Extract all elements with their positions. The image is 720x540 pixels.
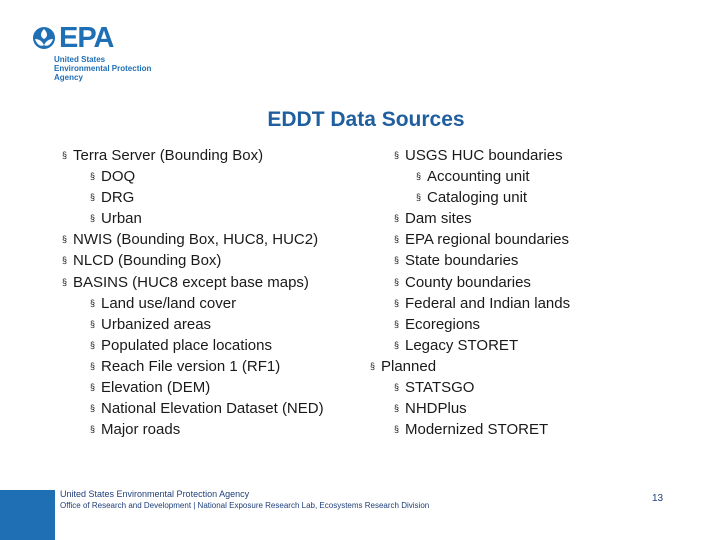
bullet-icon: § <box>394 150 400 160</box>
bullet-item <box>62 272 324 293</box>
bullet-text: Accounting unit <box>427 168 530 186</box>
bullet-item <box>370 166 570 187</box>
bullet-icon: § <box>90 318 96 329</box>
bullet-item <box>62 398 324 419</box>
bullet-item <box>370 293 570 314</box>
bullet-item <box>62 419 324 440</box>
logo-line-1: United States <box>54 55 106 64</box>
epa-logo <box>32 22 172 82</box>
bullet-text: Modernized STORET <box>405 421 549 439</box>
bullet-text: Elevation (DEM) <box>101 379 211 397</box>
bullet-item <box>370 356 570 377</box>
bullet-item <box>62 335 324 356</box>
bullet-text: Dam sites <box>405 210 472 228</box>
bullet-icon: § <box>90 297 96 308</box>
bullet-text: Reach File version 1 (RF1) <box>101 357 281 375</box>
bullet-item <box>62 356 324 377</box>
logo-agency-name <box>54 55 151 82</box>
bullet-text: Cataloging unit <box>427 189 528 207</box>
slide-title: EDDT Data Sources <box>267 108 465 131</box>
bullet-item <box>370 398 570 419</box>
bullet-icon: § <box>416 171 422 182</box>
bullet-text: EPA regional boundaries <box>405 231 570 249</box>
bullet-icon: § <box>394 382 400 393</box>
bullet-icon: § <box>62 255 68 266</box>
bullet-text: DOQ <box>101 168 136 186</box>
bullet-text: Land use/land cover <box>101 294 237 312</box>
bullet-icon: § <box>394 234 400 245</box>
bullet-text: STATSGO <box>405 379 475 397</box>
bullet-icon: § <box>62 234 68 245</box>
bullet-icon: § <box>90 192 96 203</box>
bullet-icon: § <box>90 424 96 435</box>
bullet-icon: § <box>394 403 400 414</box>
bullet-icon: § <box>62 150 68 160</box>
bullet-icon: § <box>90 171 96 182</box>
bullet-item <box>62 250 324 271</box>
bullet-text: NWIS (Bounding Box, HUC8, HUC2) <box>73 231 319 249</box>
bullet-text: NHDPlus <box>405 400 467 418</box>
bullet-text: DRG <box>101 189 135 207</box>
bullet-item <box>62 145 324 166</box>
bullet-text: Ecoregions <box>405 315 481 333</box>
bullet-text: BASINS (HUC8 except base maps) <box>73 273 309 291</box>
bullet-item <box>370 250 570 271</box>
bullet-item <box>62 293 324 314</box>
bullet-text: Populated place locations <box>101 336 272 354</box>
bullet-item <box>62 208 324 229</box>
logo-line-2: Environmental Protection <box>54 64 152 73</box>
page-number: 13 <box>652 493 664 504</box>
bullet-item <box>62 187 324 208</box>
epa-flower-icon <box>32 26 56 50</box>
bullet-item <box>370 208 570 229</box>
bullet-icon: § <box>394 255 400 266</box>
bullet-icon: § <box>394 339 400 350</box>
bullet-item <box>62 166 324 187</box>
bullet-text: Urbanized areas <box>101 315 212 333</box>
bullet-item <box>62 377 324 398</box>
bullet-icon: § <box>370 360 376 371</box>
bullet-item <box>62 229 324 250</box>
bullet-item <box>370 272 570 293</box>
bullet-icon: § <box>416 192 422 203</box>
bullet-text: Federal and Indian lands <box>405 294 571 312</box>
bullet-icon: § <box>90 360 96 371</box>
bullet-item <box>370 419 570 440</box>
bullet-item <box>62 314 324 335</box>
bullet-text: Major roads <box>101 421 181 439</box>
bullet-icon: § <box>394 213 400 224</box>
bullet-icon: § <box>394 318 400 329</box>
bullet-text: NLCD (Bounding Box) <box>73 252 222 270</box>
bullet-text: Urban <box>101 210 142 228</box>
footer-office: Office of Research and Development | National Exposure Research Lab, Ecosystems Research Division <box>60 501 430 510</box>
bullet-item <box>370 314 570 335</box>
bullet-icon: § <box>394 276 400 287</box>
footer-accent-bar <box>0 490 55 540</box>
bullet-text: Terra Server (Bounding Box) <box>73 147 264 164</box>
left-column-list <box>62 145 324 440</box>
bullet-item <box>370 229 570 250</box>
right-column-list <box>370 145 570 440</box>
bullet-item <box>370 377 570 398</box>
bullet-item <box>370 335 570 356</box>
bullet-icon: § <box>90 339 96 350</box>
bullet-text: USGS HUC boundaries <box>405 147 563 164</box>
bullet-item <box>370 145 570 166</box>
bullet-icon: § <box>394 297 400 308</box>
bullet-text: Planned <box>381 357 437 375</box>
logo-line-3: Agency <box>54 73 83 82</box>
footer-agency: United States Environmental Protection Agency <box>60 489 250 499</box>
bullet-item <box>370 187 570 208</box>
bullet-icon: § <box>62 276 68 287</box>
bullet-icon: § <box>90 213 96 224</box>
bullet-text: Legacy STORET <box>405 336 519 354</box>
bullet-icon: § <box>90 403 96 414</box>
bullet-text: National Elevation Dataset (NED) <box>101 400 324 418</box>
bullet-text: County boundaries <box>405 273 531 291</box>
logo-wordmark: EPA <box>59 22 114 54</box>
bullet-icon: § <box>90 382 96 393</box>
bullet-text: State boundaries <box>405 252 519 270</box>
bullet-icon: § <box>394 424 400 435</box>
